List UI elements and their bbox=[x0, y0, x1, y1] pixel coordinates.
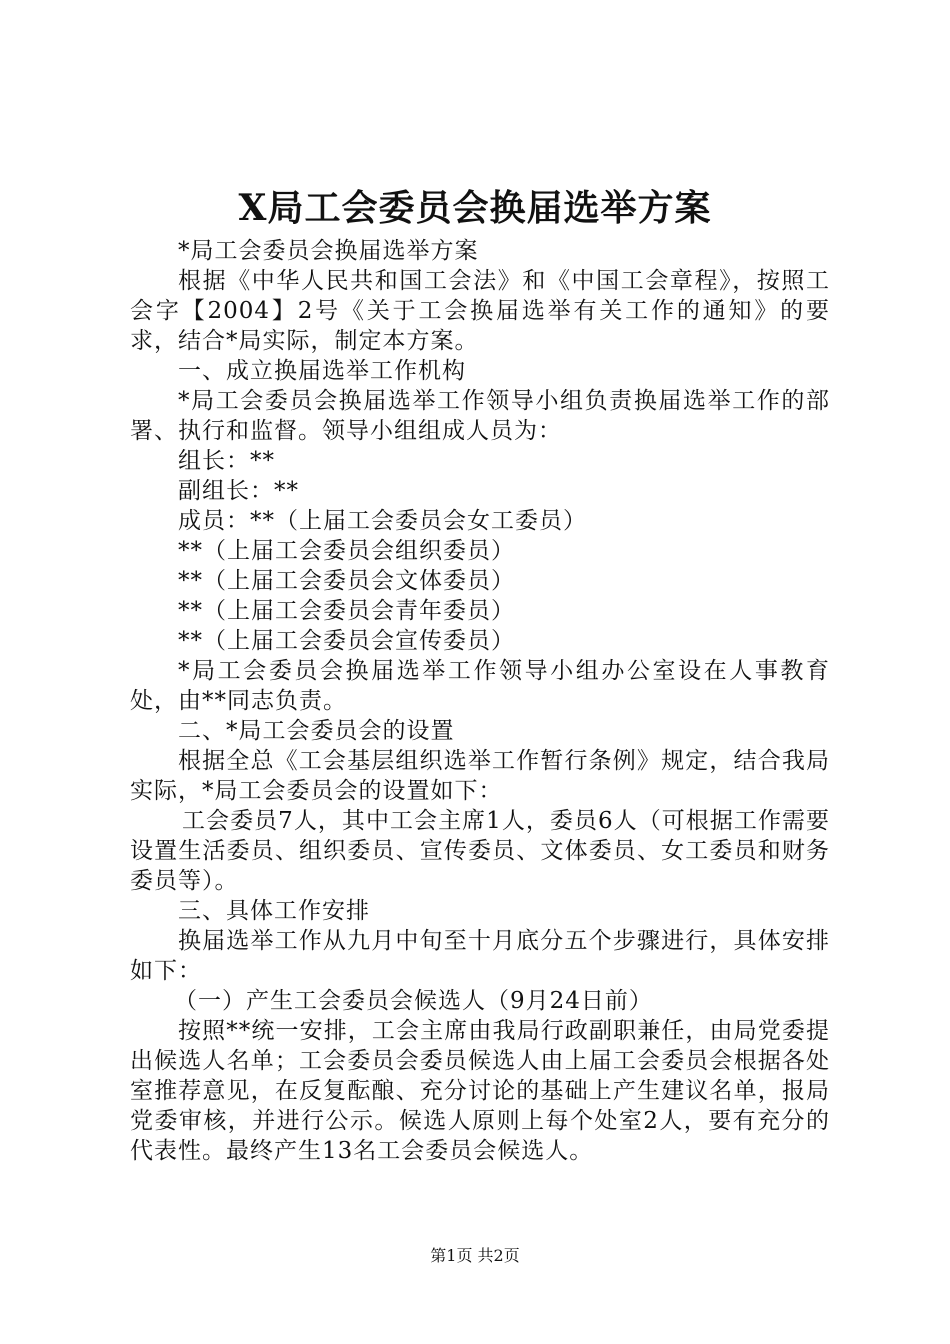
paragraph-group-leader: 组长：** bbox=[178, 448, 275, 474]
paragraph-leading-group: *局工会委员会换届选举工作领导小组负责换届选举工作的部署、执行和监督。领导小组组成人员为： bbox=[130, 388, 830, 444]
paragraph-member-5: **（上届工会委员会宣传委员） bbox=[178, 628, 515, 654]
page-footer: 第1页 共2页 bbox=[430, 1246, 520, 1265]
paragraph-committee-composition: 工会委员7人，其中工会主席1人，委员6人（可根据工作需要设置生活委员、组织委员、宣传委员、文体委员、女工委员和财务委员等）。 bbox=[130, 808, 830, 894]
paragraph-office: *局工会委员会换届选举工作领导小组办公室设在人事教育处，由**同志负责。 bbox=[130, 658, 830, 714]
paragraph-member-3: **（上届工会委员会文体委员） bbox=[178, 568, 515, 594]
paragraph-schedule: 换届选举工作从九月中旬至十月底分五个步骤进行，具体安排如下： bbox=[130, 928, 830, 984]
paragraph-deputy-leader: 副组长：** bbox=[178, 478, 299, 504]
paragraph-member-1: 成员：**（上届工会委员会女工委员） bbox=[178, 508, 587, 534]
section-heading-2: 二、*局工会委员会的设置 bbox=[178, 718, 455, 744]
paragraph-setup-basis: 根据全总《工会基层组织选举工作暂行条例》规定，结合我局实际，*局工会委员会的设置如下： bbox=[130, 748, 830, 804]
document-body bbox=[130, 236, 830, 1166]
paragraph-member-4: **（上届工会委员会青年委员） bbox=[178, 598, 515, 624]
document-title: X局工会委员会换届选举方案 bbox=[238, 187, 712, 229]
subsection-heading-1: （一）产生工会委员会候选人（9月24日前） bbox=[174, 988, 653, 1014]
paragraph-candidates: 按照**统一安排，工会主席由我局行政副职兼任，由局党委提出候选人名单；工会委员会委员候选人由上届工会委员会根据各处室推荐意见，在反复酝酿、充分讨论的基础上产生建议名单，报局党委审核，并进行公示。候选人原则上每个处室2人，要有充分的代表性。最终产生13名工会委员会候选人。 bbox=[130, 1018, 830, 1164]
paragraph-member-2: **（上届工会委员会组织委员） bbox=[178, 538, 515, 564]
paragraph-basis: 根据《中华人民共和国工会法》和《中国工会章程》，按照工会字【2004】2号《关于工会换届选举有关工作的通知》的要求，结合*局实际，制定本方案。 bbox=[130, 268, 830, 354]
section-heading-1: 一、成立换届选举工作机构 bbox=[178, 358, 466, 384]
paragraph-subtitle: *局工会委员会换届选举方案 bbox=[178, 238, 479, 264]
section-heading-3: 三、具体工作安排 bbox=[178, 898, 370, 924]
